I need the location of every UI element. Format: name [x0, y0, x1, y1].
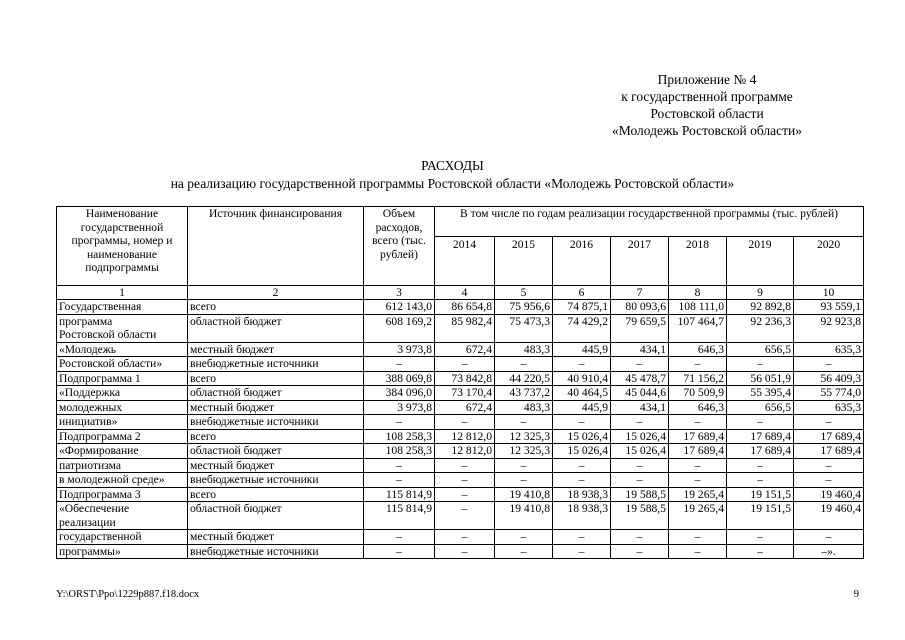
- year-value: 445,9: [553, 400, 611, 415]
- document-heading: РАСХОДЫ: [421, 158, 484, 173]
- year-value: –: [495, 530, 553, 545]
- total-value: 108 258,3: [364, 444, 435, 459]
- funding-source: областной бюджет: [188, 502, 364, 530]
- year-value: 75 956,6: [495, 300, 553, 315]
- year-value: –: [669, 458, 727, 473]
- year-value: 93 559,1: [794, 300, 864, 315]
- funding-source: местный бюджет: [188, 342, 364, 357]
- funding-source: внебюджетные источники: [188, 473, 364, 488]
- year-value: 15 026,4: [611, 429, 669, 444]
- total-value: 108 258,3: [364, 429, 435, 444]
- year-value: 108 111,0: [669, 300, 727, 315]
- program-name-line: Подпрограмма 1: [59, 371, 141, 385]
- appendix-block: [557, 71, 857, 139]
- year-value: 44 220,5: [495, 371, 553, 386]
- header-by-year: В том числе по годам реализации государственной программы (тыс. рублей): [435, 207, 864, 237]
- year-value: 75 473,3: [495, 314, 553, 342]
- year-value: 15 026,4: [611, 444, 669, 459]
- year-value: –: [794, 415, 864, 430]
- table-row: [57, 444, 864, 459]
- year-value: 12 325,3: [495, 429, 553, 444]
- program-name-cell: [57, 502, 188, 530]
- year-value: 15 026,4: [553, 444, 611, 459]
- funding-source: местный бюджет: [188, 530, 364, 545]
- program-name-cell: [57, 487, 188, 502]
- year-value: –: [435, 415, 495, 430]
- program-name-cell: [57, 300, 188, 315]
- year-value: 85 982,4: [435, 314, 495, 342]
- program-name-line: Государственная: [59, 300, 142, 313]
- year-value: 434,1: [611, 342, 669, 357]
- year-value: 19 588,5: [611, 502, 669, 530]
- year-value: 672,4: [435, 342, 495, 357]
- appendix-program: «Молодежь Ростовской области»: [612, 123, 802, 138]
- year-value: –: [794, 473, 864, 488]
- total-value: –: [364, 473, 435, 488]
- year-value: –».: [794, 544, 864, 559]
- year-value: 55 774,0: [794, 386, 864, 401]
- year-value: –: [794, 357, 864, 372]
- funding-source: всего: [188, 371, 364, 386]
- year-value: 79 659,5: [611, 314, 669, 342]
- total-value: 608 169,2: [364, 314, 435, 342]
- year-value: –: [611, 473, 669, 488]
- total-value: –: [364, 530, 435, 545]
- year-value: –: [495, 544, 553, 559]
- year-value: 56 051,9: [727, 371, 794, 386]
- table-row: [57, 386, 864, 401]
- year-value: 55 395,4: [727, 386, 794, 401]
- table-row: [57, 458, 864, 473]
- program-name-line: Подпрограмма 2: [59, 429, 141, 443]
- year-value: 80 093,6: [611, 300, 669, 315]
- program-name-line: молодежных: [59, 400, 123, 414]
- total-value: 612 143,0: [364, 300, 435, 315]
- table-row: [57, 314, 864, 342]
- table-row: [57, 544, 864, 559]
- funding-source: внебюджетные источники: [188, 415, 364, 430]
- column-number: 4: [435, 286, 495, 300]
- header-source: Источник финансирования: [188, 207, 364, 286]
- year-value: 19 151,5: [727, 487, 794, 502]
- program-name-line: «Обеспечение: [59, 502, 130, 515]
- year-value: –: [727, 544, 794, 559]
- year-value: –: [727, 415, 794, 430]
- year-value: 19 410,8: [495, 502, 553, 530]
- appendix-ref: к государственной программе: [621, 89, 793, 104]
- year-value: –: [553, 415, 611, 430]
- year-value: –: [669, 415, 727, 430]
- table-row: [57, 530, 864, 545]
- program-name-line: Ростовской области»: [59, 357, 163, 370]
- program-name-cell: [57, 429, 188, 444]
- year-value: 17 689,4: [794, 429, 864, 444]
- header-year: 2016: [553, 237, 611, 286]
- year-value: –: [495, 415, 553, 430]
- appendix-number: Приложение № 4: [657, 72, 757, 87]
- year-value: 656,5: [727, 400, 794, 415]
- column-number: 5: [495, 286, 553, 300]
- program-name-cell: [57, 458, 188, 473]
- year-value: 656,5: [727, 342, 794, 357]
- year-value: –: [727, 473, 794, 488]
- table-row: [57, 371, 864, 386]
- table-row: [57, 400, 864, 415]
- header-year: 2020: [794, 237, 864, 286]
- year-value: 672,4: [435, 400, 495, 415]
- total-value: –: [364, 357, 435, 372]
- year-value: 45 478,7: [611, 371, 669, 386]
- program-name-line: инициатив»: [59, 415, 118, 428]
- year-value: –: [435, 502, 495, 530]
- funding-source: областной бюджет: [188, 386, 364, 401]
- year-value: 646,3: [669, 342, 727, 357]
- year-value: 445,9: [553, 342, 611, 357]
- year-value: 646,3: [669, 400, 727, 415]
- year-value: 17 689,4: [727, 429, 794, 444]
- year-value: –: [669, 544, 727, 559]
- program-name-line: Подпрограмма 3: [59, 487, 141, 501]
- year-value: –: [495, 458, 553, 473]
- year-value: 19 265,4: [669, 487, 727, 502]
- year-value: 19 460,4: [794, 487, 864, 502]
- file-path: Y:\ORST\Ppo\1229p887.f18.docx: [56, 589, 200, 600]
- program-name-cell: [57, 415, 188, 430]
- year-value: 19 410,8: [495, 487, 553, 502]
- appendix-region: Ростовской области: [650, 106, 764, 121]
- program-name-line: государственной: [59, 530, 142, 543]
- funding-source: внебюджетные источники: [188, 544, 364, 559]
- funding-source: всего: [188, 300, 364, 315]
- year-value: –: [495, 473, 553, 488]
- year-value: –: [794, 530, 864, 545]
- funding-source: внебюджетные источники: [188, 357, 364, 372]
- year-value: 17 689,4: [794, 444, 864, 459]
- header-year: 2015: [495, 237, 553, 286]
- year-value: –: [553, 473, 611, 488]
- table-row: [57, 357, 864, 372]
- header-year: 2019: [727, 237, 794, 286]
- program-name-cell: [57, 386, 188, 401]
- total-value: –: [364, 544, 435, 559]
- year-value: 12 812,0: [435, 429, 495, 444]
- year-value: 483,3: [495, 342, 553, 357]
- year-value: 19 151,5: [727, 502, 794, 530]
- year-value: 15 026,4: [553, 429, 611, 444]
- table-row: [57, 473, 864, 488]
- year-value: 18 938,3: [553, 487, 611, 502]
- year-value: –: [553, 530, 611, 545]
- total-value: –: [364, 415, 435, 430]
- funding-source: всего: [188, 429, 364, 444]
- year-value: 74 875,1: [553, 300, 611, 315]
- year-value: –: [727, 530, 794, 545]
- column-number: 8: [669, 286, 727, 300]
- year-value: –: [727, 357, 794, 372]
- year-value: 74 429,2: [553, 314, 611, 342]
- year-value: –: [435, 530, 495, 545]
- year-value: 12 325,3: [495, 444, 553, 459]
- year-value: 635,3: [794, 400, 864, 415]
- column-number: 1: [57, 286, 188, 300]
- program-name-cell: [57, 444, 188, 459]
- header-volume: Объем расходов, всего (тыс. рублей): [364, 207, 435, 286]
- year-value: 635,3: [794, 342, 864, 357]
- year-value: –: [669, 530, 727, 545]
- column-number: 2: [188, 286, 364, 300]
- year-value: –: [435, 487, 495, 502]
- year-value: –: [727, 458, 794, 473]
- year-value: 73 170,4: [435, 386, 495, 401]
- year-value: 17 689,4: [727, 444, 794, 459]
- year-value: 43 737,2: [495, 386, 553, 401]
- year-value: 12 812,0: [435, 444, 495, 459]
- total-value: 115 814,9: [364, 487, 435, 502]
- year-value: 19 460,4: [794, 502, 864, 530]
- year-value: 17 689,4: [669, 444, 727, 459]
- table-row: [57, 429, 864, 444]
- program-name-cell: [57, 473, 188, 488]
- table-row: [57, 487, 864, 502]
- year-value: –: [611, 458, 669, 473]
- year-value: 483,3: [495, 400, 553, 415]
- year-value: 92 236,3: [727, 314, 794, 342]
- program-name-cell: [57, 400, 188, 415]
- funding-source: местный бюджет: [188, 400, 364, 415]
- program-name-line: программы»: [59, 544, 121, 558]
- expenses-table: [56, 206, 864, 559]
- year-value: 434,1: [611, 400, 669, 415]
- total-value: 3 973,8: [364, 400, 435, 415]
- program-name-line: «Молодежь: [59, 342, 117, 356]
- year-value: 70 509,9: [669, 386, 727, 401]
- year-value: –: [435, 458, 495, 473]
- year-value: –: [611, 530, 669, 545]
- total-value: –: [364, 458, 435, 473]
- year-value: 45 044,6: [611, 386, 669, 401]
- funding-source: всего: [188, 487, 364, 502]
- total-value: 388 069,8: [364, 371, 435, 386]
- year-value: 18 938,3: [553, 502, 611, 530]
- year-value: 92 923,8: [794, 314, 864, 342]
- header-year: 2018: [669, 237, 727, 286]
- year-value: 40 464,5: [553, 386, 611, 401]
- year-value: 92 892,8: [727, 300, 794, 315]
- total-value: 384 096,0: [364, 386, 435, 401]
- program-name-line: патриотизма: [59, 458, 121, 472]
- program-name-cell: [57, 342, 188, 357]
- year-value: –: [553, 544, 611, 559]
- year-value: –: [669, 357, 727, 372]
- document-subheading: на реализацию государственной программы Ростовской области «Молодежь Ростовской области»: [170, 176, 735, 191]
- year-value: –: [611, 415, 669, 430]
- year-value: 86 654,8: [435, 300, 495, 315]
- program-name-cell: [57, 371, 188, 386]
- year-value: 71 156,2: [669, 371, 727, 386]
- header-year: 2014: [435, 237, 495, 286]
- year-value: –: [435, 473, 495, 488]
- table-row: [57, 342, 864, 357]
- column-number: 9: [727, 286, 794, 300]
- program-name-cell: [57, 530, 188, 545]
- header-year: 2017: [611, 237, 669, 286]
- year-value: –: [669, 473, 727, 488]
- column-number: 7: [611, 286, 669, 300]
- program-name-line: в молодежной среде»: [59, 473, 165, 486]
- program-name-line: реализации: [59, 515, 116, 529]
- year-value: 40 910,4: [553, 371, 611, 386]
- program-name-cell: [57, 544, 188, 559]
- column-number: 10: [794, 286, 864, 300]
- funding-source: областной бюджет: [188, 314, 364, 342]
- year-value: 19 588,5: [611, 487, 669, 502]
- header-name: Наименование государственной программы, номер и наименование подпрограммы: [57, 207, 188, 286]
- total-value: 3 973,8: [364, 342, 435, 357]
- year-value: –: [553, 458, 611, 473]
- program-name-cell: [57, 314, 188, 342]
- year-value: 107 464,7: [669, 314, 727, 342]
- year-value: –: [553, 357, 611, 372]
- column-number: 6: [553, 286, 611, 300]
- program-name-line: «Поддержка: [59, 386, 120, 399]
- funding-source: местный бюджет: [188, 458, 364, 473]
- year-value: –: [611, 357, 669, 372]
- table-row: [57, 415, 864, 430]
- funding-source: областной бюджет: [188, 444, 364, 459]
- year-value: –: [435, 357, 495, 372]
- page-number: 9: [853, 589, 859, 600]
- program-name-line: Ростовской области: [59, 328, 157, 341]
- table-row: [57, 300, 864, 315]
- year-value: –: [794, 458, 864, 473]
- year-value: 19 265,4: [669, 502, 727, 530]
- year-value: 56 409,3: [794, 371, 864, 386]
- total-value: 115 814,9: [364, 502, 435, 530]
- year-value: 73 842,8: [435, 371, 495, 386]
- program-name-line: программа: [59, 314, 113, 328]
- year-value: 17 689,4: [669, 429, 727, 444]
- table-row: [57, 502, 864, 530]
- program-name-line: «Формирование: [59, 444, 139, 457]
- year-value: –: [611, 544, 669, 559]
- year-value: –: [495, 357, 553, 372]
- column-number: 3: [364, 286, 435, 300]
- year-value: –: [435, 544, 495, 559]
- program-name-cell: [57, 357, 188, 372]
